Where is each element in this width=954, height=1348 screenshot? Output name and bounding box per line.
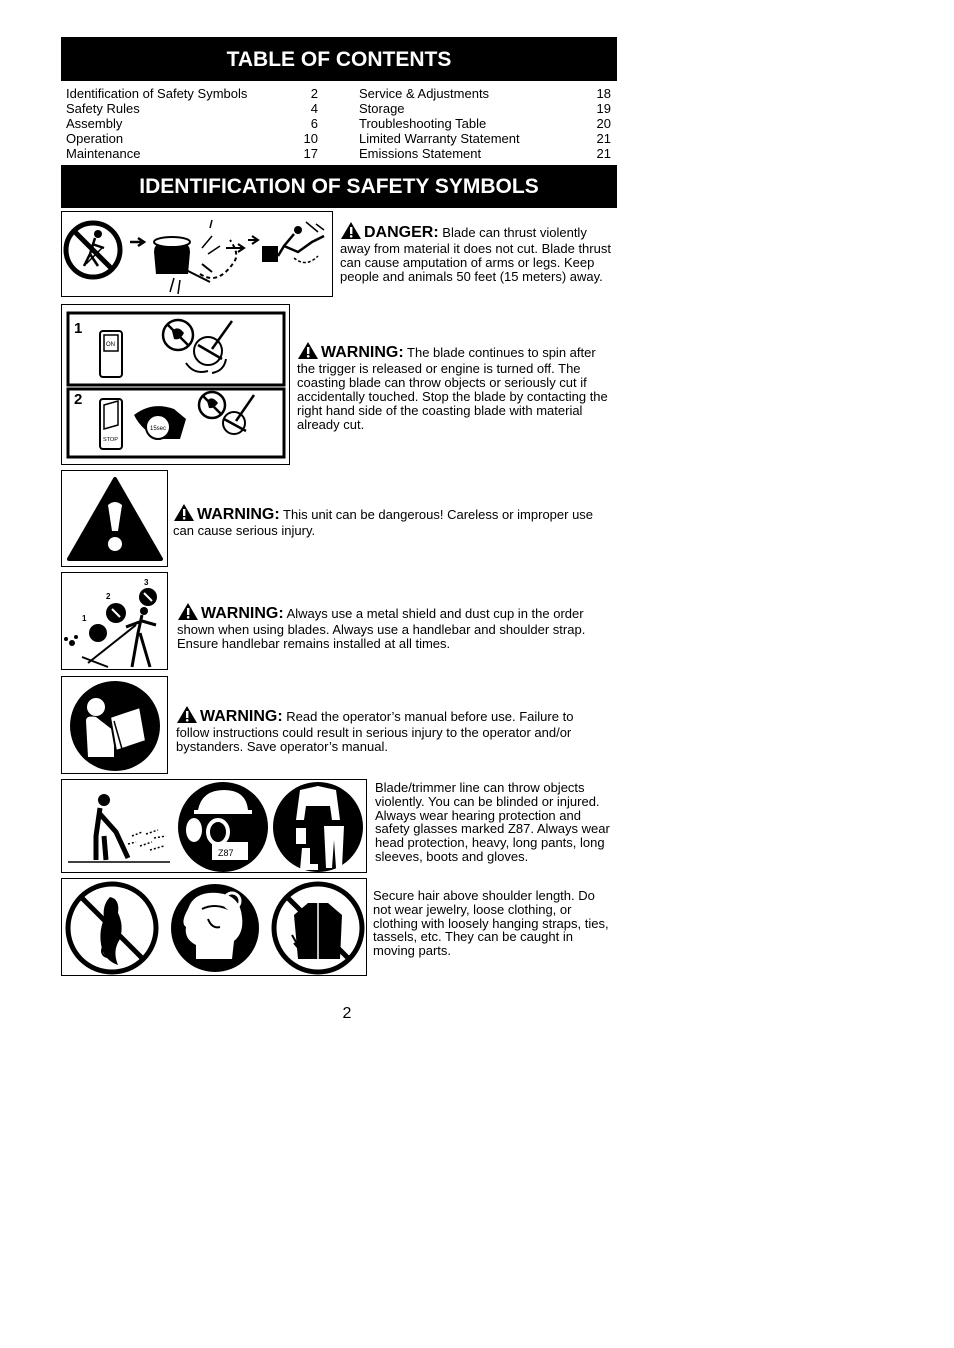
timer-label: 15sec xyxy=(150,426,167,432)
safety-alert-icon xyxy=(177,602,199,621)
toc-entry-title: Emissions Statement xyxy=(359,146,482,161)
toc-entry-page: 2 xyxy=(310,86,318,101)
safety-symbols-title: IDENTIFICATION OF SAFETY SYMBOLS xyxy=(61,165,617,208)
toc-entry-title: Storage xyxy=(359,101,405,116)
safety-alert-icon xyxy=(173,503,195,522)
toc-entry[interactable] xyxy=(66,101,318,116)
toc-title: TABLE OF CONTENTS xyxy=(61,37,617,81)
shield-handlebar-illustration xyxy=(61,572,168,670)
danger-signal-word: DANGER: xyxy=(340,224,439,241)
toc-entry-title: Maintenance xyxy=(66,146,141,161)
blade-thrust-illustration xyxy=(61,211,333,297)
toc-entry-title: Service & Adjustments xyxy=(359,86,490,101)
danger-message xyxy=(340,221,612,284)
safety-alert-symbol-box xyxy=(61,470,168,567)
switch-on-label: ON xyxy=(106,342,115,348)
dangerous-unit-text: This unit can be dangerous! Careless or improper use can cause serious injury. xyxy=(173,507,594,538)
shield-handlebar-icon xyxy=(62,573,168,670)
order-number-2: 2 xyxy=(106,592,111,601)
switch-stop-label: STOP xyxy=(103,437,118,443)
loose-clothing-text: Secure hair above shoulder length. Do not wear jewelry, loose clothing, or clothing with loosely hanging straps, ties, tassels, etc. They can be caught in moving parts. xyxy=(373,888,609,959)
toc-entry-title: Safety Rules xyxy=(66,101,140,116)
coasting-blade-illustration xyxy=(61,304,290,465)
toc-entry-page: 17 xyxy=(303,146,318,161)
large-safety-alert-icon xyxy=(62,471,168,567)
toc-entry[interactable] xyxy=(359,101,611,116)
z87-label: Z87 xyxy=(218,848,234,858)
danger-text: Blade can thrust violently away from material it does not cut. Blade thrust can cause amputation of arms or legs. Keep people and animals 50 feet (15 meters) away. xyxy=(340,225,611,284)
protective-equipment-illustration xyxy=(61,779,367,873)
toc-entry-page: 19 xyxy=(596,101,611,116)
read-manual-icon xyxy=(62,677,168,774)
toc-entry[interactable] xyxy=(359,116,611,131)
coasting-blade-warning xyxy=(297,341,609,432)
page-number: 2 xyxy=(342,1005,352,1022)
toc-entry[interactable] xyxy=(66,131,318,146)
warning-signal-word: WARNING: xyxy=(176,708,283,725)
shield-handlebar-warning xyxy=(177,602,607,651)
toc-left-column xyxy=(66,86,318,161)
toc-entry[interactable] xyxy=(359,131,611,146)
toc-entry-title: Limited Warranty Statement xyxy=(359,131,520,146)
warning-signal-word: WARNING: xyxy=(177,605,284,622)
toc-entry[interactable] xyxy=(359,146,611,161)
shield-handlebar-text: Always use a metal shield and dust cup in the order shown when using blades. Always use a handlebar and shoulder strap. Ensure handlebar remains installed at all times. xyxy=(177,606,586,651)
toc-right-column xyxy=(359,86,611,161)
coasting-blade-text: The blade continues to spin after the trigger is released or engine is turned off. The coasting blade can throw objects or seriously cut if accidentally touched. Stop the blade by contacting the right hand side of the coasting blade with material already cut. xyxy=(297,345,608,432)
safety-alert-icon xyxy=(297,341,319,360)
step-1-label: 1 xyxy=(74,320,83,337)
protective-equipment-icon xyxy=(62,780,367,873)
read-manual-text: Read the operator’s manual before use. Failure to follow instructions could result in serious injury to the operator and/or bystanders. Save operator’s manual. xyxy=(176,709,574,754)
order-number-1: 1 xyxy=(82,614,87,623)
toc-entry-page: 4 xyxy=(310,101,318,116)
toc-entry-page: 20 xyxy=(596,116,611,131)
safety-alert-icon xyxy=(176,705,198,724)
toc-entry-title: Identification of Safety Symbols xyxy=(66,86,248,101)
toc-entry-page: 21 xyxy=(596,131,611,146)
toc-entry[interactable] xyxy=(66,116,318,131)
read-manual-illustration xyxy=(61,676,168,774)
toc-entry-title: Assembly xyxy=(66,116,123,131)
safety-alert-icon xyxy=(340,221,362,240)
toc-entry[interactable] xyxy=(66,146,318,161)
toc-entry-page: 10 xyxy=(303,131,318,146)
protective-equipment-text: Blade/trimmer line can throw objects violently. You can be blinded or injured. Always wear hearing protection and safety glasses marked Z87. Always wear head protection, heavy, long pants, long sleeves, boots and gloves. xyxy=(375,780,610,864)
blade-thrust-icon xyxy=(62,212,333,297)
loose-clothing-icon xyxy=(62,879,367,976)
toc-entry-page: 6 xyxy=(310,116,318,131)
loose-clothing-illustration xyxy=(61,878,367,976)
warning-signal-word: WARNING: xyxy=(173,506,280,523)
read-manual-warning xyxy=(176,705,606,754)
order-number-3: 3 xyxy=(144,578,149,587)
step-2-label: 2 xyxy=(74,391,83,408)
toc-entry-title: Troubleshooting Table xyxy=(359,116,487,131)
warning-signal-word: WARNING: xyxy=(297,344,404,361)
toc-entry-page: 21 xyxy=(596,146,611,161)
toc-entry-page: 18 xyxy=(596,86,611,101)
toc-entry-title: Operation xyxy=(66,131,124,146)
coasting-blade-icon xyxy=(62,305,290,465)
dangerous-unit-warning xyxy=(173,503,603,538)
toc-entry[interactable] xyxy=(66,86,318,101)
toc-entry[interactable] xyxy=(359,86,611,101)
